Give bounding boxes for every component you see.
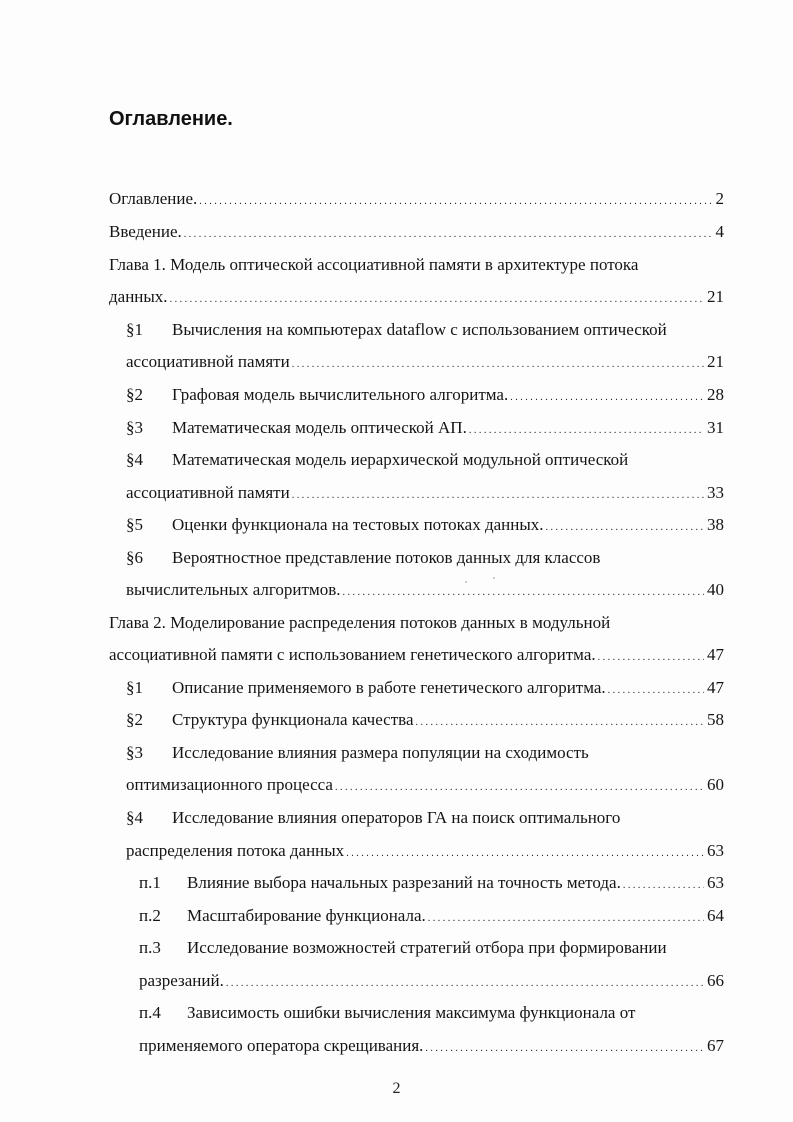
section-marker: §4 — [126, 450, 143, 469]
section-marker: §1 — [126, 320, 143, 339]
toc-entry[interactable] — [139, 1036, 724, 1060]
toc-entry[interactable] — [139, 971, 724, 995]
dot-leader — [335, 775, 704, 795]
toc-entry-page: 33 — [707, 483, 724, 502]
dot-leader — [292, 483, 704, 503]
toc-entry-title: Структура функционала качества — [172, 710, 414, 729]
dot-leader — [598, 645, 704, 665]
toc-entry-page: 21 — [707, 287, 724, 306]
toc-entry-title: Графовая модель вычислительного алгоритма. — [172, 385, 509, 404]
toc-entry-title-line1: Математическая модель иерархической модульной оптической — [172, 450, 629, 469]
toc-entry-title: ассоциативной памяти с использованием генетического алгоритма. — [109, 645, 596, 664]
toc-section-first-line[interactable] — [126, 450, 628, 474]
toc-entry[interactable] — [126, 775, 724, 799]
section-marker: §6 — [126, 548, 143, 567]
dot-leader — [623, 873, 704, 893]
toc-entry-page: 47 — [707, 645, 724, 664]
toc-entry-page: 67 — [707, 1036, 724, 1055]
section-marker: §5 — [126, 515, 143, 534]
subsection-marker: п.2 — [139, 906, 161, 925]
toc-entry-title: ассоциативной памяти — [126, 352, 290, 371]
toc-entry-page: 28 — [707, 385, 724, 404]
section-marker: §1 — [126, 678, 143, 697]
toc-entry-page: 2 — [715, 189, 724, 208]
section-marker: §2 — [126, 710, 143, 729]
toc-entry[interactable] — [139, 873, 724, 897]
dot-leader — [199, 189, 712, 209]
dot-leader — [608, 678, 704, 698]
toc-entry[interactable] — [139, 906, 724, 930]
toc-entry-title: Оглавление. — [109, 189, 198, 208]
dot-leader — [292, 352, 704, 372]
toc-entry[interactable] — [109, 189, 724, 213]
dot-leader — [184, 222, 713, 242]
toc-entry-page: 47 — [707, 678, 724, 697]
toc-entry[interactable] — [126, 385, 724, 409]
dot-leader — [546, 515, 704, 535]
toc-entry-page: 58 — [707, 710, 724, 729]
toc-entry[interactable] — [126, 483, 724, 507]
subsection-marker: п.3 — [139, 938, 161, 957]
toc-entry-title: Влияние выбора начальных разрезаний на точность метода. — [187, 873, 621, 892]
toc-entry[interactable] — [109, 222, 724, 246]
toc-entry[interactable] — [126, 418, 724, 442]
toc-entry[interactable] — [109, 645, 724, 669]
toc-entry-title: Описание применяемого в работе генетического алгоритма. — [172, 678, 606, 697]
toc-entry-title-line1: Вычисления на компьютерах dataflow с использованием оптической — [172, 320, 667, 339]
toc-entry[interactable] — [126, 710, 724, 734]
toc-section-first-line[interactable] — [126, 743, 589, 767]
toc-entry-title: вычислительных алгоритмов. — [126, 580, 341, 599]
toc-entry-page: 60 — [707, 775, 724, 794]
scan-speck — [465, 581, 467, 583]
toc-entry-page: 40 — [707, 580, 724, 599]
toc-entry-title: оптимизационного процесса — [126, 775, 333, 794]
toc-entry[interactable] — [126, 580, 724, 604]
toc-entry-page: 4 — [715, 222, 724, 241]
toc-entry-title: Введение. — [109, 222, 182, 241]
toc-entry[interactable] — [126, 352, 724, 376]
section-marker: §4 — [126, 808, 143, 827]
dot-leader — [170, 287, 704, 307]
toc-entry[interactable] — [126, 515, 724, 539]
toc-entry-title: данных. — [109, 287, 168, 306]
dot-leader — [469, 418, 704, 438]
toc-entry-title: разрезаний. — [139, 971, 224, 990]
dot-leader — [343, 580, 705, 600]
toc-entry[interactable] — [109, 287, 724, 311]
toc-section-first-line[interactable] — [126, 320, 667, 344]
dot-leader — [346, 841, 704, 861]
toc-entry-page: 31 — [707, 418, 724, 437]
toc-entry-page: 63 — [707, 841, 724, 860]
section-marker: §2 — [126, 385, 143, 404]
toc-entry-title-line1: Глава 1. Модель оптической ассоциативной памяти в архитектуре потока — [109, 255, 639, 274]
toc-entry-title: ассоциативной памяти — [126, 483, 290, 502]
subsection-marker: п.4 — [139, 1003, 161, 1022]
toc-heading: Оглавление. — [109, 108, 233, 130]
toc-entry[interactable] — [126, 678, 724, 702]
dot-leader — [226, 971, 704, 991]
toc-entry-page: 38 — [707, 515, 724, 534]
toc-entry-title: Оценки функционала на тестовых потоках данных. — [172, 515, 544, 534]
section-marker: §3 — [126, 418, 143, 437]
toc-entry-title-line1: Глава 2. Моделирование распределения потоков данных в модульной — [109, 613, 611, 632]
toc-chapter-title-first-line[interactable] — [109, 255, 638, 279]
scan-speck — [493, 577, 495, 579]
toc-entry-title: Математическая модель оптической АП. — [172, 418, 467, 437]
toc-entry-page: 66 — [707, 971, 724, 990]
toc-entry-page: 64 — [707, 906, 724, 925]
subsection-marker: п.1 — [139, 873, 161, 892]
dot-leader — [510, 385, 704, 405]
dot-leader — [428, 906, 704, 926]
toc-entry-title-line1: Исследование влияния операторов ГА на поиск оптимального — [172, 808, 621, 827]
toc-chapter-title-first-line[interactable] — [109, 613, 610, 637]
dot-leader — [425, 1036, 704, 1056]
toc-entry-title: применяемого оператора скрещивания. — [139, 1036, 424, 1055]
toc-entry-title: Масштабирование функционала. — [187, 906, 426, 925]
toc-entry[interactable] — [126, 841, 724, 865]
section-marker: §3 — [126, 743, 143, 762]
toc-entry-title-line1: Исследование влияния размера популяции на сходимость — [172, 743, 589, 762]
toc-entry-page: 63 — [707, 873, 724, 892]
page-number: 2 — [392, 1080, 401, 1097]
toc-subsection-first-line[interactable] — [139, 1003, 635, 1027]
toc-section-first-line[interactable] — [126, 548, 600, 572]
toc-entry-title-line1: Вероятностное представление потоков данных для классов — [172, 548, 601, 567]
toc-entry-page: 21 — [707, 352, 724, 371]
toc-entry-title-line1: Зависимость ошибки вычисления максимума функционала от — [187, 1003, 636, 1022]
toc-entry-title-line1: Исследование возможностей стратегий отбора при формировании — [187, 938, 667, 957]
toc-section-first-line[interactable] — [126, 808, 620, 832]
toc-subsection-first-line[interactable] — [139, 938, 667, 962]
toc-entry-title: распределения потока данных — [126, 841, 345, 860]
dot-leader — [416, 710, 705, 730]
